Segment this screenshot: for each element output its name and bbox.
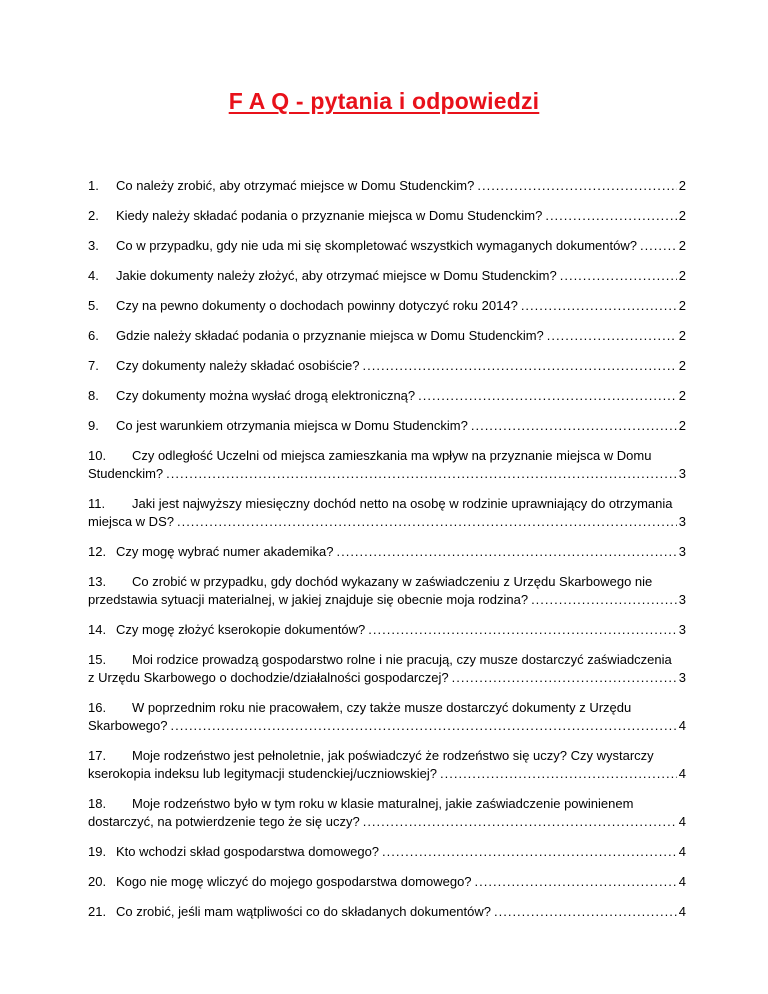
toc-entry-page-number: 3	[678, 622, 686, 637]
toc-entry-text: Czy mogę złożyć kserokopie dokumentów?	[116, 622, 366, 637]
dot-leader	[363, 813, 677, 831]
toc-entry-page-number: 3	[678, 514, 686, 529]
toc-entry-page-number: 3	[678, 670, 686, 685]
dot-leader	[477, 177, 676, 195]
dot-leader	[475, 873, 677, 891]
toc-entry-number: 10.	[88, 448, 107, 463]
toc-entry-page-number: 2	[678, 298, 686, 313]
toc-entry[interactable]	[88, 843, 686, 861]
dot-leader	[166, 465, 677, 483]
dot-leader	[545, 207, 676, 225]
toc-entry[interactable]	[88, 387, 686, 405]
toc-entry-text-line2: z Urzędu Skarbowego o dochodzie/działalności gospodarczej?	[88, 670, 449, 685]
toc-entry-page-number: 2	[678, 418, 686, 433]
toc-entry-number: 6.	[88, 328, 99, 343]
toc-entry-text: Czy dokumenty można wysłać drogą elektroniczną?	[116, 388, 416, 403]
dot-leader	[452, 669, 677, 687]
toc-entry-page-number: 4	[678, 874, 686, 889]
toc-entry[interactable]	[88, 747, 686, 783]
toc-entry-page-number: 3	[678, 466, 686, 481]
toc-entry-page-number: 2	[678, 208, 686, 223]
page-title: F A Q - pytania i odpowiedzi	[228, 88, 540, 114]
toc-entry-number: 3.	[88, 238, 99, 253]
toc-entry[interactable]	[88, 543, 686, 561]
toc-entry-text-line1: Moje rodzeństwo jest pełnoletnie, jak poświadczyć że rodzeństwo się uczy? Czy wystarczy	[132, 748, 654, 763]
toc-entry-number: 21.	[88, 904, 107, 919]
toc-entry-page-number: 3	[678, 544, 686, 559]
toc-entry-text: Czy mogę wybrać numer akademika?	[116, 544, 334, 559]
toc-entry[interactable]	[88, 237, 686, 255]
toc-entry-text: Gdzie należy składać podania o przyznanie miejsca w Domu Studenckim?	[116, 328, 544, 343]
toc-entry-text: Kto wchodzi skład gospodarstwa domowego?	[116, 844, 380, 859]
toc-entry-text: Co należy zrobić, aby otrzymać miejsce w Domu Studenckim?	[116, 178, 475, 193]
toc-entry-text-line1: Moi rodzice prowadzą gospodarstwo rolne i nie pracują, czy musze dostarczyć zaświadczenia	[132, 652, 672, 667]
toc-entry-text-line1: Moje rodzeństwo było w tym roku w klasie maturalnej, jakie zaświadczenie powinienem	[132, 796, 634, 811]
dot-leader	[363, 357, 677, 375]
toc-entry-text: Jakie dokumenty należy złożyć, aby otrzymać miejsce w Domu Studenckim?	[116, 268, 557, 283]
toc-entry-number: 13.	[88, 574, 107, 589]
toc-entry-number: 8.	[88, 388, 99, 403]
toc-entry[interactable]	[88, 651, 686, 687]
toc-entry[interactable]	[88, 177, 686, 195]
dot-leader	[547, 327, 677, 345]
toc-entry[interactable]	[88, 573, 686, 609]
toc-entry-number: 19.	[88, 844, 107, 859]
toc-entry[interactable]	[88, 699, 686, 735]
toc-entry-text: Czy na pewno dokumenty o dochodach powinny dotyczyć roku 2014?	[116, 298, 518, 313]
toc-entry-page-number: 2	[678, 358, 686, 373]
toc-entry-number: 4.	[88, 268, 99, 283]
toc-entry-text-line2: miejsca w DS?	[88, 514, 174, 529]
toc-entry-text-line1: Co zrobić w przypadku, gdy dochód wykazany w zaświadczeniu z Urzędu Skarbowego nie	[132, 574, 653, 589]
toc-entry-text-line1: W poprzednim roku nie pracowałem, czy także musze dostarczyć dokumenty z Urzędu	[132, 700, 632, 715]
toc-entry[interactable]	[88, 903, 686, 921]
toc-entry-number: 9.	[88, 418, 99, 433]
dot-leader	[382, 843, 677, 861]
toc-entry-number: 18.	[88, 796, 107, 811]
toc-entry[interactable]	[88, 495, 686, 531]
dot-leader	[336, 543, 676, 561]
toc-entry-text: Co zrobić, jeśli mam wątpliwości co do składanych dokumentów?	[116, 904, 491, 919]
dot-leader	[471, 417, 677, 435]
toc-entry-number: 20.	[88, 874, 107, 889]
dot-leader	[368, 621, 676, 639]
toc-entry-page-number: 2	[678, 238, 686, 253]
toc-entry-number: 2.	[88, 208, 99, 223]
toc-entry[interactable]	[88, 417, 686, 435]
toc-entry-page-number: 4	[678, 814, 686, 829]
dot-leader	[440, 765, 677, 783]
toc-entry[interactable]	[88, 297, 686, 315]
toc-entry-number: 16.	[88, 700, 107, 715]
toc-entry-number: 14.	[88, 622, 107, 637]
toc-entry-page-number: 4	[678, 904, 686, 919]
toc-entry-number: 11.	[88, 496, 106, 511]
toc-entry-text: Co w przypadku, gdy nie uda mi się skompletować wszystkich wymaganych dokumentów?	[116, 238, 637, 253]
toc-entry-text: Co jest warunkiem otrzymania miejsca w Domu Studenckim?	[116, 418, 468, 433]
toc-entry-number: 15.	[88, 652, 107, 667]
toc-entry[interactable]	[88, 327, 686, 345]
toc-entry-page-number: 2	[678, 328, 686, 343]
dot-leader	[521, 297, 677, 315]
toc-entry[interactable]	[88, 267, 686, 285]
toc-entry-page-number: 4	[678, 844, 686, 859]
toc-entry-text-line2: Skarbowego?	[88, 718, 168, 733]
dot-leader	[494, 903, 677, 921]
toc-entry-page-number: 4	[678, 766, 686, 781]
toc-entry[interactable]	[88, 357, 686, 375]
toc-entry-text: Kogo nie mogę wliczyć do mojego gospodarstwa domowego?	[116, 874, 472, 889]
toc-entry[interactable]	[88, 873, 686, 891]
dot-leader	[171, 717, 677, 735]
toc-entry-number: 12.	[88, 544, 107, 559]
dot-leader	[560, 267, 677, 285]
toc-entry-text-line2: dostarczyć, na potwierdzenie tego że się uczy?	[88, 814, 360, 829]
toc-entry[interactable]	[88, 795, 686, 831]
toc-entry-number: 5.	[88, 298, 99, 313]
toc-entry-page-number: 2	[678, 388, 686, 403]
toc-entry[interactable]	[88, 621, 686, 639]
dot-leader	[418, 387, 677, 405]
dot-leader	[177, 513, 677, 531]
toc-entry-text-line2: przedstawia sytuacji materialnej, w jakiej znajduje się obecnie moja rodzina?	[88, 592, 529, 607]
toc-entry-text-line2: Studenckim?	[88, 466, 164, 481]
toc-entry[interactable]	[88, 447, 686, 483]
toc-entry-text: Kiedy należy składać podania o przyznanie miejsca w Domu Studenckim?	[116, 208, 543, 223]
toc-entry-page-number: 3	[678, 592, 686, 607]
toc-entry[interactable]	[88, 207, 686, 225]
toc-entry-number: 17.	[88, 748, 107, 763]
toc-entry-text-line1: Czy odległość Uczelni od miejsca zamieszkania ma wpływ na przyznanie miejsca w Domu	[132, 448, 652, 463]
toc-entry-page-number: 4	[678, 718, 686, 733]
toc-entry-text-line1: Jaki jest najwyższy miesięczny dochód netto na osobę w rodzinie uprawniający do otrzymania	[132, 496, 673, 511]
toc-entry-page-number: 2	[678, 268, 686, 283]
table-of-contents	[88, 177, 686, 933]
dot-leader	[531, 591, 677, 609]
toc-entry-number: 7.	[88, 358, 99, 373]
toc-entry-text-line2: kserokopia indeksu lub legitymacji studenckiej/uczniowskiej?	[88, 766, 438, 781]
toc-entry-number: 1.	[88, 178, 99, 193]
toc-entry-page-number: 2	[678, 178, 686, 193]
toc-entry-text: Czy dokumenty należy składać osobiście?	[116, 358, 360, 373]
dot-leader	[640, 237, 677, 255]
